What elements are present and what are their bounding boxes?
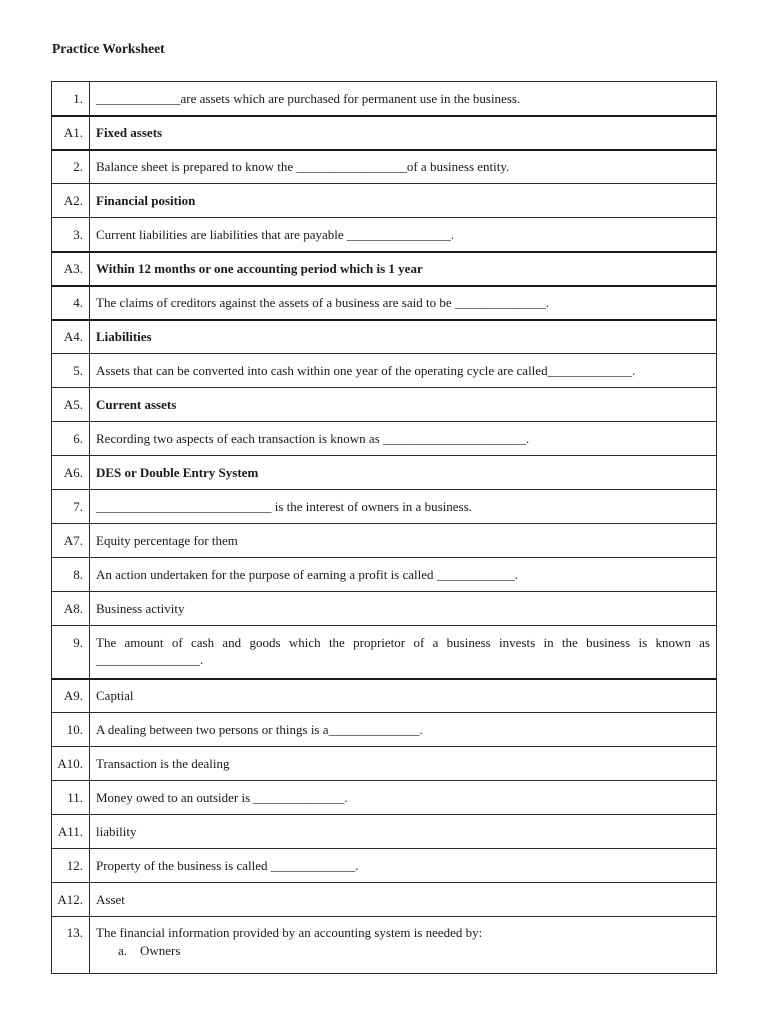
- worksheet-table: [51, 81, 717, 974]
- question-text: Recording two aspects of each transaction is known as ______________________.: [90, 422, 717, 456]
- answer-text: Financial position: [90, 184, 717, 218]
- table-row: [52, 490, 717, 524]
- answer-number: A5.: [52, 388, 90, 422]
- table-row: [52, 883, 717, 917]
- table-row: [52, 592, 717, 626]
- answer-number: A3.: [52, 252, 90, 286]
- table-row: [52, 917, 717, 974]
- question-cell: [90, 917, 717, 974]
- answer-text: liability: [90, 815, 717, 849]
- question-number: 10.: [52, 713, 90, 747]
- question-number: 2.: [52, 150, 90, 184]
- table-row: [52, 422, 717, 456]
- answer-text: DES or Double Entry System: [90, 456, 717, 490]
- sub-item-text: Owners: [140, 943, 181, 958]
- answer-number: A1.: [52, 116, 90, 150]
- table-row: [52, 781, 717, 815]
- question-text: _____________are assets which are purchased for permanent use in the business.: [90, 82, 717, 116]
- answer-text: Asset: [90, 883, 717, 917]
- table-row: [52, 626, 717, 679]
- answer-text: Fixed assets: [90, 116, 717, 150]
- answer-text: Current assets: [90, 388, 717, 422]
- question-text: The amount of cash and goods which the proprietor of a business invests in the business is known as ________________.: [90, 626, 717, 679]
- table-row: [52, 456, 717, 490]
- question-number: 11.: [52, 781, 90, 815]
- table-row: [52, 849, 717, 883]
- answer-text: Equity percentage for them: [90, 524, 717, 558]
- table-row: [52, 815, 717, 849]
- question-number: 1.: [52, 82, 90, 116]
- answer-number: A6.: [52, 456, 90, 490]
- answer-number: A7.: [52, 524, 90, 558]
- table-row: [52, 218, 717, 252]
- table-row: [52, 184, 717, 218]
- table-row: [52, 354, 717, 388]
- answer-text: Business activity: [90, 592, 717, 626]
- question-text: An action undertaken for the purpose of earning a profit is called ____________.: [90, 558, 717, 592]
- table-row: [52, 524, 717, 558]
- question-text: Balance sheet is prepared to know the _________________of a business entity.: [90, 150, 717, 184]
- question-number: 9.: [52, 626, 90, 679]
- question-number: 12.: [52, 849, 90, 883]
- answer-number: A10.: [52, 747, 90, 781]
- answer-text: Transaction is the dealing: [90, 747, 717, 781]
- question-number: 4.: [52, 286, 90, 320]
- question-text: Property of the business is called _____________.: [90, 849, 717, 883]
- answer-number: A12.: [52, 883, 90, 917]
- question-number: 7.: [52, 490, 90, 524]
- answer-number: A8.: [52, 592, 90, 626]
- table-row: [52, 116, 717, 150]
- table-row: [52, 388, 717, 422]
- page-title: Practice Worksheet: [52, 41, 165, 56]
- answer-text: Within 12 months or one accounting period which is 1 year: [90, 252, 717, 286]
- table-row: [52, 252, 717, 286]
- table-row: [52, 747, 717, 781]
- sub-item-letter: a.: [118, 943, 128, 958]
- answer-text: Captial: [90, 679, 717, 713]
- sub-item: [96, 942, 710, 959]
- question-text: Current liabilities are liabilities that are payable ________________.: [90, 218, 717, 252]
- table-row: [52, 713, 717, 747]
- question-number: 13.: [52, 917, 90, 974]
- question-text: Money owed to an outsider is ______________.: [90, 781, 717, 815]
- question-text: The financial information provided by an accounting system is needed by:: [96, 925, 483, 940]
- table-row: [52, 150, 717, 184]
- answer-text: Liabilities: [90, 320, 717, 354]
- question-text: A dealing between two persons or things is a______________.: [90, 713, 717, 747]
- question-number: 3.: [52, 218, 90, 252]
- answer-number: A2.: [52, 184, 90, 218]
- table-row: [52, 82, 717, 116]
- question-number: 5.: [52, 354, 90, 388]
- question-number: 8.: [52, 558, 90, 592]
- table-row: [52, 286, 717, 320]
- table-row: [52, 679, 717, 713]
- question-text: Assets that can be converted into cash within one year of the operating cycle are called_____________.: [90, 354, 717, 388]
- table-row: [52, 320, 717, 354]
- answer-number: A9.: [52, 679, 90, 713]
- question-text: ___________________________ is the interest of owners in a business.: [90, 490, 717, 524]
- answer-number: A11.: [52, 815, 90, 849]
- answer-number: A4.: [52, 320, 90, 354]
- table-row: [52, 558, 717, 592]
- question-text: The claims of creditors against the assets of a business are said to be ______________.: [90, 286, 717, 320]
- question-number: 6.: [52, 422, 90, 456]
